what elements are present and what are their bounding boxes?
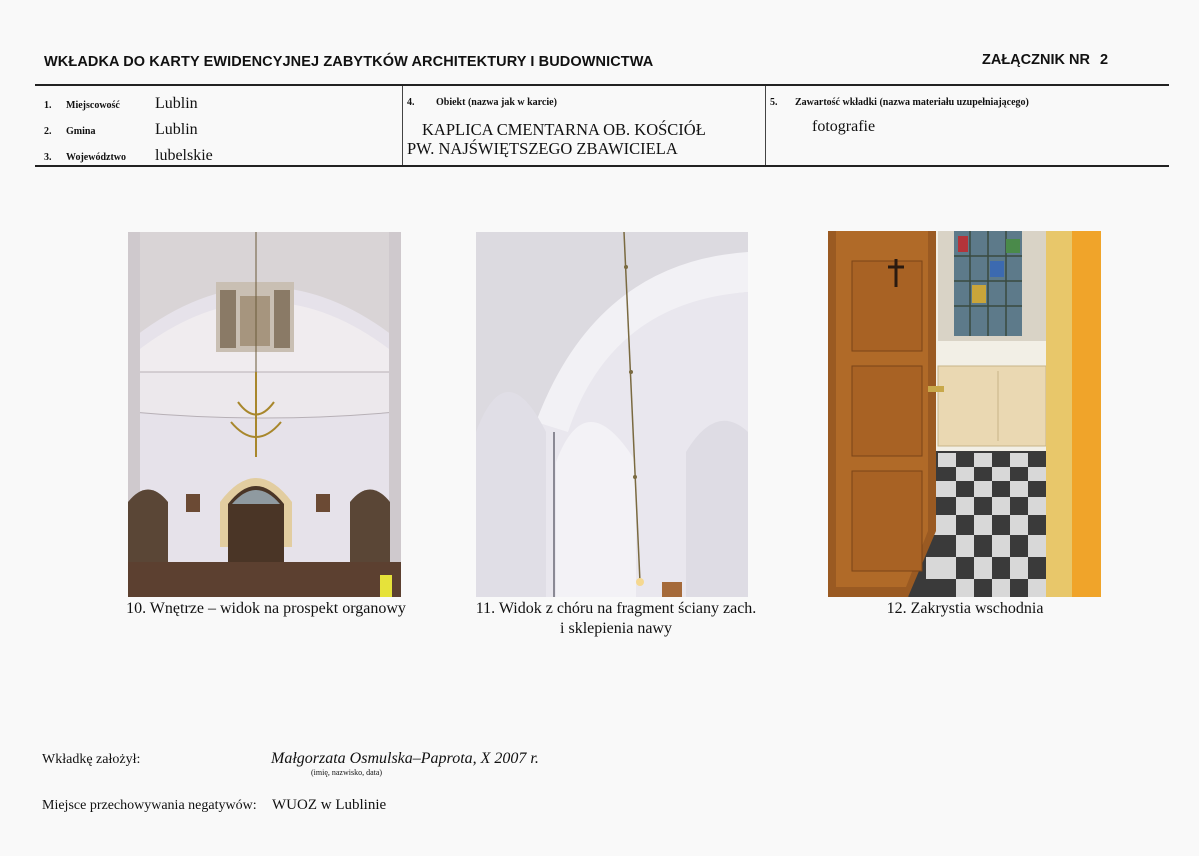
object-name-line-1: KAPLICA CMENTARNA OB. KOŚCIÓŁ [422, 120, 706, 139]
photo-west-wall-vault [476, 232, 748, 597]
header-top-rule [35, 84, 1169, 86]
photo-caption-11 [446, 599, 786, 639]
annex-number: 2 [1099, 52, 1109, 68]
column-divider-1 [402, 86, 403, 165]
object-label [407, 97, 557, 108]
storage-value: WUOZ w Lublinie [272, 797, 387, 813]
founder-hint: (imię, nazwisko, data) [311, 768, 383, 777]
field-number: 5. [770, 97, 778, 108]
contents-value: fotografie [812, 118, 876, 135]
field-voivodeship-label [44, 152, 126, 163]
caption-line-1: 12. Zakrystia wschodnia [886, 600, 1044, 617]
storage-label: Miejsce przechowywania negatywów: [42, 798, 257, 813]
field-voivodeship-value: lubelskie [155, 147, 213, 164]
header-bottom-rule [35, 165, 1169, 167]
photo-caption-10 [96, 599, 436, 619]
caption-line-1: 10. Wnętrze – widok na prospekt organowy [126, 600, 406, 617]
field-commune-value: Lublin [155, 121, 198, 138]
caption-line-1: 11. Widok z chóru na fragment ściany zach. [475, 600, 757, 617]
founder-label: Wkładkę założył: [42, 752, 141, 767]
object-name-line-2: PW. NAJŚWIĘTSZEGO ZBAWICIELA [407, 139, 678, 158]
field-label: Województwo [66, 152, 126, 163]
caption-line-2: i sklepienia nawy [560, 620, 672, 637]
field-label: Gmina [66, 126, 96, 137]
field-number: 1. [44, 100, 52, 111]
contents-label [770, 97, 1029, 108]
annex-label [982, 52, 1108, 68]
photo-east-sacristy [828, 231, 1101, 597]
field-label: Miejscowość [66, 100, 120, 111]
field-label: Obiekt (nazwa jak w karcie) [436, 97, 557, 108]
photo-organ-interior [128, 232, 401, 597]
field-locality-label [44, 100, 120, 111]
object-name [407, 120, 761, 158]
column-divider-2 [765, 86, 766, 165]
field-number: 4. [407, 97, 415, 108]
field-number: 3. [44, 152, 52, 163]
field-label: Zawartość wkładki (nazwa materiału uzupełniającego) [795, 97, 1029, 108]
field-locality-value: Lublin [155, 95, 198, 112]
document-title: WKŁADKA DO KARTY EWIDENCYJNEJ ZABYTKÓW ARCHITEKTURY I BUDOWNICTWA [44, 54, 654, 70]
field-number: 2. [44, 126, 52, 137]
photo-caption-12 [795, 599, 1135, 619]
annex-label-text: ZAŁĄCZNIK NR [982, 52, 1090, 68]
field-commune-label [44, 126, 95, 137]
founder-value: Małgorzata Osmulska–Paprota, X 2007 r. [271, 750, 539, 767]
